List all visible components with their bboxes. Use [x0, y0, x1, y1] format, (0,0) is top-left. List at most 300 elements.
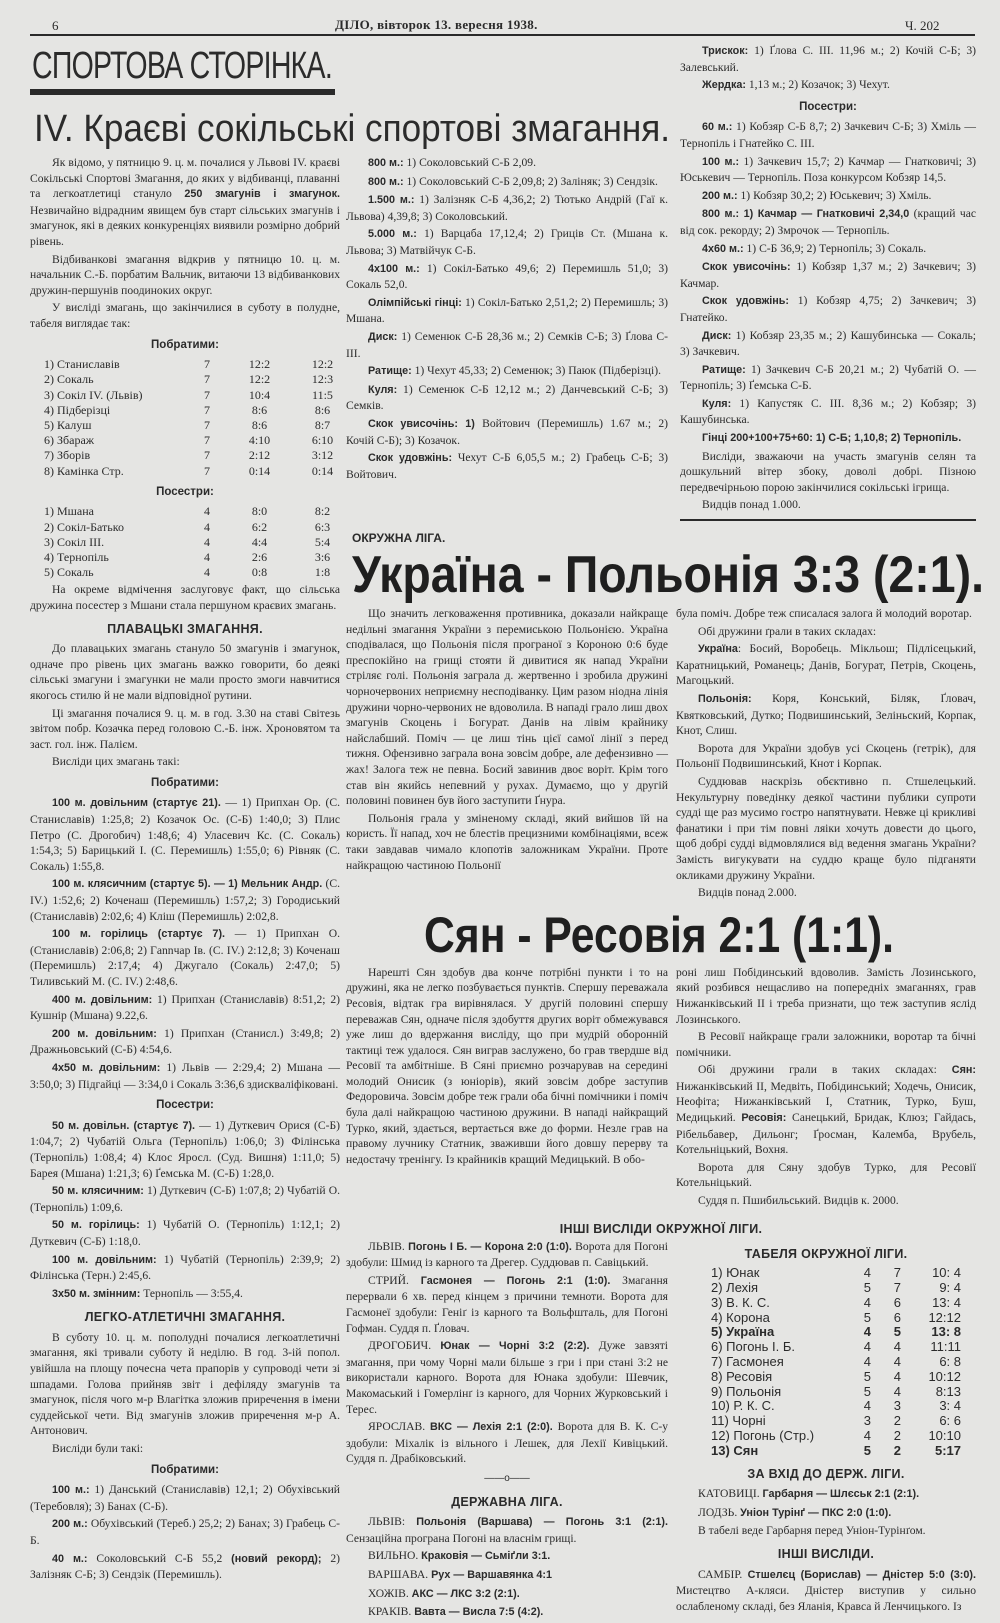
text-run: ЛОДЗЬ. [698, 1505, 741, 1519]
paragraph [676, 1505, 976, 1522]
text-run: ВИЛЬНО. [368, 1549, 422, 1563]
league-goals: 9: 4 [939, 1280, 961, 1296]
text-run: В суботу 10. ц. м. пополудні почалися легкоатлетичні змагання, які тривали суботу й неділю. В год. 3-ій попол. увійшла на площу почесна чета прапорів у супроводі чети зі шпадами. Голова прийняв звіт і дефіляду змагунів та змагунок, після чого м-р Влагітка зложив приречення в імени суддейської чети. Від змагунів зложив приречення м-р А. Антонович. [30, 1330, 340, 1438]
text-run: Нижанківський ІІ, Медвіть, Побідинський; Ходечь, Онисик, Неофіта; Нижанківський І, Статник, Турко, Буш, Медицький. [676, 1079, 976, 1125]
text-run: була поміч. Добре теж списалася залога й молодий воротар. [676, 607, 972, 621]
text-run: 1) Ґлова С. ІІІ. 11,96 м.; 2) Кочій С-Б; 3) Залевський. [680, 44, 976, 74]
table-row [40, 433, 354, 448]
table-row [40, 464, 354, 479]
text-run: Висліди були такі: [52, 1442, 144, 1456]
table-cell: 4 [204, 504, 210, 519]
text-run: 1) Чубатій О. (Тернопіль) 1:12,1; 2) Дуткевич (С-Б) 1:18,0. [30, 1218, 340, 1248]
subheading: Посестри: [799, 100, 857, 113]
paragraph [676, 1193, 976, 1209]
table-cell: 7 [204, 433, 210, 448]
table-cell: 8:6 [314, 402, 331, 417]
paragraph [30, 1183, 340, 1215]
paragraph [346, 965, 668, 1168]
subheading: Посестри: [156, 1099, 214, 1112]
bold-lead: 4x100 м.: [368, 262, 420, 275]
bold-lead: Сян: [951, 1064, 976, 1077]
text-run: 1) Данський (Станиславів) 12,1; 2) Обухівський (Теребовля); 3) Банах (С-Б). [30, 1483, 340, 1513]
text-run: Ворота для Сяну здобув Турко, для Ресовії Котельніцький. [676, 1160, 976, 1190]
league-games: 4 [863, 1427, 871, 1443]
paragraph [680, 449, 976, 496]
bold-lead: 3x50 м. змінним: [52, 1287, 141, 1300]
paragraph [346, 329, 668, 361]
text-run: 1) Кобзяр 30,2; 2) Юськевич; 3) Хміль. [737, 188, 932, 202]
text-run: У висліді змагань, що закінчилися в суботу в полудне, табеля виглядає так: [30, 301, 340, 330]
text-run: : Босий, Воробець. Мікльош; Підлісецький, Каратницький, Романець; Данів, Богурат, Петрів, Скоцень, Магоцький. [676, 642, 976, 688]
paragraph [30, 992, 340, 1024]
bold-lead: Скок удовжінь: [368, 452, 453, 465]
bold-lead: 250 змагунів і змагунок. [184, 188, 340, 201]
bold-lead: 200 м.: [702, 189, 738, 202]
paragraph [30, 876, 340, 924]
text-run: Незвичайно відрадним явищем був старт сільських змагунів і змагунок, які в деяких конкуренціях виявили розмірно добрий рівень. [30, 203, 340, 248]
text-run: ЛЬВІВ. [368, 1239, 409, 1253]
text-run: На окреме відмічення заслуговує факт, що сільська дружина посестер з Мшани стала першуном краєвих змагань. [30, 583, 340, 612]
bold-lead: Погонь І Б. — Корона 2:0 (1:0). [408, 1240, 572, 1253]
league-team: 5) Україна [711, 1324, 775, 1340]
bold-lead: Скок увисочінь: [702, 261, 791, 274]
text-run: СТРИЙ. [368, 1273, 421, 1287]
paragraph [346, 261, 668, 293]
paragraph [676, 885, 976, 901]
league-goals: 10:10 [928, 1427, 961, 1443]
table-cell: 1:8 [314, 565, 331, 580]
table-cell: 7 [204, 417, 210, 432]
paragraph [676, 741, 976, 772]
league-goals: 6: 6 [939, 1413, 961, 1429]
league-goals: 13: 4 [932, 1294, 961, 1310]
league-games: 3 [863, 1413, 871, 1429]
table-cell: 3) Сокіл IV. (Львів) [44, 387, 143, 402]
table-cell: 1) Мшана [44, 504, 94, 519]
text-run: 1) Соколовський С-Б 2,09,8; 2) Заліняк; 3) Сендзік. [403, 174, 658, 188]
text-run: 1,13 м.; 2) Козачок; 3) Чехут. [745, 78, 890, 92]
table-cell: 8:0 [251, 504, 268, 519]
standings-table [40, 357, 354, 479]
table-row [40, 448, 354, 463]
paragraph [346, 450, 668, 482]
league-points: 7 [893, 1265, 901, 1281]
text-run: — 1) Дуткевич Орися (С-Б) 1:04,7; 2) Чубатій Ольга (Тернопіль) 1:06,0; 3) Філінська (Тернопіль) 1:08,4; 4) Клос Яросл. (Суд. Вишня) 1:11,0; 5) Барея (Мшана) 1:21,3; 6) Ґемська М. (С-Б) 1:28,0. [30, 1118, 340, 1180]
league-games: 4 [863, 1354, 871, 1369]
table-row [40, 357, 354, 372]
text-run: В табелі веде Гарбарня перед Уніон-Турінґом. [698, 1524, 926, 1538]
table-cell: 12:3 [311, 372, 334, 387]
table-row [40, 403, 354, 418]
bold-lead: 100 м. горілиць (стартує 7). [52, 928, 226, 941]
bold-lead: Україна [698, 643, 738, 656]
paragraph [676, 1062, 976, 1158]
bold-lead: 1.500 м.: [368, 194, 415, 207]
bold-lead: 800 м.: [368, 157, 404, 169]
league-table-row [706, 1399, 966, 1414]
paragraph [676, 1523, 976, 1539]
table-cell: 5) Сокаль [44, 565, 94, 580]
paragraph [346, 1514, 668, 1546]
text-run: Ворота для В. К. С-у здобули: Міхалік із вільного і Лешек, для Лехії Кивіцький. Суддя п. Драбіковський. [346, 1420, 669, 1466]
bold-lead: Трискок: [702, 45, 749, 57]
paragraph [30, 1217, 340, 1249]
table-cell: 7) Зборів [44, 448, 91, 463]
paragraph [30, 1060, 340, 1092]
bold-lead: Скок удовжінь: [702, 295, 789, 308]
separator: ——o—— [484, 1472, 530, 1484]
league-table-row [706, 1444, 966, 1459]
text-run: 1) Соколовський С-Б 2,09. [403, 156, 536, 169]
right-column-bottom [676, 1467, 976, 1615]
league-team: 11) Чорні [711, 1413, 766, 1429]
bold-lead: Куля: [368, 383, 398, 396]
text-run: 1) Чехут 45,33; 2) Семенюк; 3) Паюк (Підберізці). [411, 364, 661, 378]
bold-lead: Уніон Турінґ — ПКС 2:0 (1:0). [740, 1506, 892, 1519]
league-table-row [706, 1385, 966, 1400]
league-table-row [706, 1266, 966, 1281]
bold-lead: Гінці 200+100+75+60: 1) С-Б; 1,10,8; 2) Тернопіль. [702, 432, 962, 445]
bold-lead: Гарбарня — Шлєськ 2:1 (2:1). [762, 1488, 920, 1501]
paragraph [30, 1330, 340, 1439]
table-cell: 4 [204, 534, 210, 549]
league-points: 5 [893, 1324, 901, 1340]
text-run: 2) Залізняк С-Б; 3) Сендзік (Перемишль). [30, 1551, 340, 1582]
paragraph [30, 706, 340, 753]
paragraph [346, 155, 668, 172]
league-goals: 8:13 [935, 1383, 961, 1399]
text-run: Висліди цих змагань такі: [52, 755, 180, 769]
league-table [706, 1266, 966, 1458]
subheading: ДЕРЖАВНА ЛІГА. [451, 1494, 563, 1509]
paragraph [676, 1567, 976, 1615]
paragraph [30, 582, 340, 613]
text-run: Що значить легковаження противника, доказали найкраще недільні змагання України з перемиською Польонією. Україна сподівалася, що Польонія після програної з Короною 0:6 буде преспокійно на грищі стояти й дивитися як напад України стріляє голі. Польонія заграла д. жертвенно і зробила дружині чорночервоних неприємну несподіванку. Цим разом ніодна лінія дружини чорно-червоних не вдоволила. В нападі грало лиш двох змагунів Скоцень і Богурат. Данів на лівім крайнику найслабший. Поміч — це лиш тінь цієї самої лінії з перед тижня. Офензивно заграла вона зовсім добре, але дефензивно — жах! Залога теж не певна. Босий завинив двоє воріт. Крім того став він якийсь непевний у рухах. Думаємо, що у другій половині повинен був його заступити Ґнура. [346, 607, 668, 808]
paragraph [680, 259, 976, 291]
bold-lead: Диск: [368, 330, 398, 343]
bold-lead: 100 м.: [702, 155, 740, 168]
paragraph [346, 1338, 668, 1417]
league-team: 1) Юнак [711, 1265, 760, 1281]
league-goals: 10: 4 [932, 1265, 961, 1281]
table-row [40, 372, 354, 387]
bold-lead: Жердка: [702, 79, 746, 92]
paragraph [346, 606, 668, 809]
bold-lead: Ресовія: [741, 1112, 787, 1125]
table-cell: 12:2 [248, 357, 271, 372]
text-run: ХОЖІВ. [368, 1586, 412, 1600]
syan-article-right [676, 965, 976, 1211]
bold-lead: 800 м.: [368, 175, 404, 188]
paragraph [676, 624, 976, 640]
paragraph [346, 416, 668, 448]
league-points: 6 [893, 1309, 901, 1325]
table-cell: 7 [204, 387, 210, 402]
table-row [40, 504, 354, 519]
league-points: 2 [893, 1413, 901, 1429]
league-team: 2) Лехія [711, 1280, 759, 1296]
table-cell: 8:6 [251, 402, 268, 417]
table-cell: 7 [204, 357, 210, 372]
subheading: Побратими: [151, 338, 219, 351]
league-points: 2 [893, 1427, 901, 1443]
paragraph [680, 43, 976, 75]
paragraph [346, 1567, 668, 1584]
section-title: СПОРТОВА СТОРІНКА. [32, 45, 332, 87]
text-run: Висліди, зважаючи на участь змагунів селян та дошкульний вітер збоку, доволі добрі. Пізною передвечірньою порою закінчилися сокільські ігрища. [680, 449, 976, 494]
league-games: 5 [863, 1368, 871, 1384]
league-goals: 6: 8 [939, 1354, 961, 1369]
paragraph [346, 1586, 668, 1603]
text-run: ЛЬВІВ: [368, 1515, 417, 1529]
bold-lead: Рух — Варшавянка 4:1 [431, 1568, 552, 1581]
paragraph [346, 1419, 668, 1467]
league-goals: 13: 8 [931, 1324, 961, 1340]
text-run: ЯРОСЛАВ. [368, 1420, 430, 1434]
league-table-row [706, 1429, 966, 1444]
paragraph [346, 1604, 668, 1621]
header-rule [30, 34, 975, 36]
table-cell: 6:2 [251, 519, 268, 534]
text-run: Дуже завзяті змагання, при чому Чорні мали більше з гри і при стані 3:2 не використали карного. Ворота для Юнака здобули: Шевчик, Макомаський і Гомерлінґ із карного, для Чорних Журковський і Терес. [346, 1339, 668, 1416]
paragraph [680, 188, 976, 205]
paragraph [680, 77, 976, 94]
league-table-row [706, 1311, 966, 1326]
bold-lead: 100 м.: [52, 1484, 90, 1497]
text-run: (С. IV.) 1:52,6; 2) Коченаш (Перемишль) 1:57,2; 3) Городиський (Станиславів) 2:02,6; 4) Кліш (Перемишль) 2:02,8. [30, 877, 340, 923]
league-team: 8) Ресовія [711, 1368, 773, 1384]
league-games: 4 [863, 1398, 871, 1414]
paragraph [676, 1029, 976, 1060]
text-run: Обі дружини ґрали в таких складах: [698, 624, 877, 638]
paragraph [680, 154, 976, 186]
bold-lead: АКС — ЛКС 3:2 (2:1). [411, 1587, 520, 1600]
text-run: Коря, Конський, Біляк, Ґловач, Квятковський, Дутко; Подвишинський, Зеліньский, Корпак, Кнот, Слиш. [676, 692, 976, 738]
paragraph [680, 430, 976, 447]
bold-lead: ВКС — Лехія 2:1 (2:0). [430, 1421, 553, 1434]
syan-article-left [346, 965, 668, 1170]
table-cell: 2) Сокаль [44, 372, 94, 387]
league-points: 4 [893, 1354, 901, 1369]
text-run: Суддя п. Пшибильський. Видців к. 2000. [698, 1194, 899, 1208]
paragraph [30, 1026, 340, 1058]
subheading: Побратими: [151, 1463, 219, 1476]
bold-lead: Олімпійські гінці: [368, 296, 462, 309]
table-cell: 10:4 [248, 387, 271, 402]
bold-lead: 200 м.: [52, 1518, 88, 1531]
bold-lead: Вавта — Висла 7:5 (4:2). [414, 1606, 544, 1619]
text-run: Суддював наскрізь обєктивно п. Стшелецький. Некультурну поведінку деякої частини публики супроти судді ще раз мусимо гостро напятнувати. Невже ці крикливі фанатики і при тім повні ляіки хочуть довести до цього, щоб добрі судді відмовлялися від ведення змагань України? Замість вигукувати на суддю краще було підганяти окликами дружину України. [676, 774, 976, 882]
bold-lead: Юнак — Чорні 3:2 (2:2). [440, 1340, 590, 1353]
bold-lead: Стшелєц (Борислав) — Дністер 5:0 (3:0). [747, 1568, 976, 1581]
syan-row [346, 965, 976, 1211]
text-run: 1) Припхан (Станисл.) 3:49,8; 2) Дражньовський (С-Б) 4:54,6. [30, 1026, 340, 1057]
league-team: 6) Погонь І. Б. [711, 1339, 795, 1355]
league-table-title: ТАБЕЛЯ ОКРУЖНОЇ ЛІГИ. [744, 1246, 908, 1261]
district-league-label: ОКРУЖНА ЛІГА. [352, 531, 446, 546]
text-run: — 1) Припхан О. (Станиславів) 2:06,8; 2) Гannчар Ів. (С. IV.) 2:12,8; 3) Коченаш (Перемишль) 2:17,4; 4) Джугало (Сокаль) 2:47,0; 5) Тиливський М. (С. IV.) 2:48,6. [30, 927, 340, 989]
bold-lead: 5.000 м.: [368, 228, 417, 241]
paragraph [676, 774, 976, 883]
paragraph [30, 300, 340, 331]
table-cell: 12:2 [311, 357, 334, 372]
paragraph [676, 641, 976, 689]
league-points: 4 [893, 1368, 901, 1384]
paragraph [680, 497, 976, 513]
league-games: 4 [863, 1265, 871, 1281]
bold-lead: (новий рекорд); [231, 1552, 322, 1565]
league-table-row [706, 1414, 966, 1429]
text-run: КАТОВИЦІ. [698, 1487, 763, 1501]
table-cell: 3:6 [314, 549, 331, 564]
text-run: 1) Капустяк С. ІІІ. 8,36 м.; 2) Кобзяр; 3) Кашубинська. [680, 396, 976, 427]
paragraph [346, 1548, 668, 1565]
text-run: Нарешті Сян здобув два конче потрібні пункти і то на дружині, яка не легко позбувається пунктів. Спершу переважала Ресовія, відтак гра вирівнялася. У другій половині спершу переважав Сян, одначе після здобуття других воріт обмежувався уже лиш до вдержання висліду, що при мудрій оборонній тактиці теж удалося. Сян виграв заслужено, бо грав твердше від Ресовії та амбітніше. В Сяні приємно розчарував на середині молодий Онисик (з юніорів), який зовсім добре заступив Федоровича. Зовсім добре теж грали оба бічні помічники і поміч була далі найкращою частиною дружини. В нападі найкращий Турко, який, здається, вертається вже до форми. Незле грав на правому лучнику Статник, зваживши його довшу перерву та недостачу тренінгу. Із крайників кращий Медицький. В обо- [346, 965, 668, 1166]
bold-lead: Скок увисочінь: 1) [368, 417, 475, 430]
text-run: 1) Кобзяр 1,37 м.; 2) Зачкевич; 3) Качмар. [680, 260, 976, 290]
text-run: 1) С-Б 36,9; 2) Тернопіль; 3) Сокаль. [743, 241, 927, 255]
paragraph [346, 363, 668, 380]
text-run: 1) Сокіл-Батько 49,6; 2) Перемишль 51,0; 3) Сокаль 52,0. [346, 261, 668, 292]
table-cell: 1) Станиславів [44, 357, 120, 372]
table-row [40, 535, 354, 550]
subheading: ІНШІ ВИСЛІДИ. [777, 1546, 875, 1561]
paragraph [346, 382, 668, 414]
right-column-top-wrap [680, 43, 976, 521]
text-run: (кращий час від сок. рекорду; 2) Змрочок — Тернопіль. [680, 207, 976, 237]
table-cell: 4:4 [251, 534, 268, 549]
text-run: Як відомо, у пятницю 9. ц. м. почалися у Львові IV. краєві Сокільські Спортові Змагання, до яких у відбиванці, плаванні та легкоатлетиці стануло [30, 156, 340, 201]
text-run: Видців понад 2.000. [698, 886, 797, 900]
paragraph [30, 926, 340, 989]
league-team: 10) Р. К. С. [711, 1398, 775, 1414]
paragraph [680, 362, 976, 394]
paragraph [680, 396, 976, 428]
other-results-column [346, 1239, 668, 1623]
league-goals: 10:12 [928, 1368, 961, 1384]
text-run: Ці змагання почалися 9. ц. м. в год. 3.30 на ставі Світезь звітом побр. Козачка перед головою С.-Б. інж. Хроновятом та заст. гол. інж. Палієм. [30, 706, 340, 751]
bold-lead: Диск: [702, 329, 732, 342]
text-run: Сензаційна програна Погоні на власнім грищі. [346, 1531, 577, 1545]
headline-syan-wrap [346, 907, 976, 963]
league-points: 6 [893, 1294, 901, 1310]
ukraina-article-right [676, 606, 976, 903]
other-results-title: ІНШІ ВИСЛІДИ ОКРУЖНОЇ ЛІГИ. [559, 1221, 763, 1236]
table-cell: 3:12 [311, 448, 334, 463]
text-run: 1) Кобзяр С-Б 8,7; 2) Зачкевич С-Б; 3) Хміль — Тернопіль і Гнатейко С. ІІІ. [680, 120, 977, 150]
league-points: 2 [893, 1442, 901, 1458]
text-run: 1) Залізняк С-Б 4,36,2; 2) Тютько Андрій (Гаї к. Львова) 4,39,8; 3) Соколовський. [346, 193, 668, 223]
bold-lead: 4x50 м. довільним: [52, 1061, 161, 1074]
bold-lead: 100 м. довільним (стартує 21). [52, 797, 221, 810]
ukraina-article-left [346, 606, 668, 875]
league-team: 3) В. К. С. [711, 1294, 770, 1310]
subheading: ЗА ВХІД ДО ДЕРЖ. ЛІГИ. [747, 1466, 905, 1481]
league-points: 4 [893, 1339, 901, 1355]
right-column-rule [680, 519, 976, 521]
paragraph [30, 754, 340, 770]
paragraph [30, 1551, 340, 1583]
paragraph [30, 1482, 340, 1514]
paragraph [30, 1286, 340, 1303]
table-cell: 11:5 [312, 387, 333, 402]
table-row [40, 565, 354, 580]
bold-lead: 60 м.: [702, 121, 733, 134]
league-goals: 5:17 [934, 1442, 961, 1458]
table-cell: 7 [204, 402, 210, 417]
table-cell: 5) Калуш [44, 417, 92, 432]
paragraph [30, 155, 340, 250]
table-cell: 4 [204, 549, 210, 564]
text-run: Тернопіль — 3:55,4. [140, 1286, 243, 1300]
text-run: роні лиш Побідинський вдоволив. Замість Лозинського, який розбився нещасливо на попередніх змаганнях, грав Нижанківський ІІ і треба признати, що теж заступив яслід Лозинського. [676, 965, 976, 1026]
bold-lead: 100 м. довільним: [52, 1253, 157, 1266]
bold-lead: 50 м. клясичним: [52, 1185, 144, 1198]
subheading: Побратими: [151, 776, 219, 789]
table-row [40, 388, 354, 403]
text-run: 1) Кобзяр 23,35 м.; 2) Кашубинська — Сокаль; 3) Зачкевич. [680, 328, 976, 359]
bold-lead: 200 м. довільним: [52, 1027, 157, 1040]
table-cell: 4:10 [248, 433, 271, 448]
paragraph [346, 811, 668, 873]
league-goals: 11:11 [930, 1339, 961, 1355]
section-title-bar [30, 89, 335, 95]
bold-lead: Польонія: [698, 693, 752, 705]
league-points: 3 [893, 1398, 901, 1414]
text-run: 1) Семенюк С-Б 12,12 м.; 2) Данчевський С-Б; 3) Семків. [346, 382, 668, 413]
issue-number: Ч. 202 [905, 18, 940, 33]
league-team: 9) Польонія [711, 1383, 782, 1399]
table-cell: 6:3 [314, 519, 331, 534]
headline-ukraina-wrap [346, 546, 984, 605]
text-run: 1) Сокіл-Батько 2,51,2; 2) Перемишль; 3) Мшана. [346, 295, 668, 326]
paragraph [30, 1252, 340, 1284]
text-run: Обі дружини грали в таких складах: [698, 1063, 952, 1077]
table-cell: 8:2 [314, 504, 331, 519]
league-team: 7) Гасмонея [711, 1354, 784, 1369]
masthead: ДІЛО, вівторок 13. вересня 1938. [335, 17, 538, 32]
table-cell: 2) Сокіл-Батько [44, 519, 124, 534]
text-run: В Ресовії найкраще грали заложники, воротар та бічні помічники. [676, 1030, 976, 1059]
text-run: 1) Варцаба 17,12,4; 2) Гриців Ст. (Мшана к. Львова; 3) Матвійчук С-Б. [346, 227, 668, 257]
bold-lead: 50 м. довільн. (стартує 7). [52, 1119, 196, 1132]
paragraph [30, 1118, 340, 1181]
top-row [346, 43, 976, 521]
text-run: Мистецтво А-кляси. Дністер виступив у сильно ослабленому складі, без Яланія, Кравса й Ленчицького. Із [676, 1584, 976, 1613]
bold-lead: 4x60 м.: [702, 242, 744, 255]
text-run: Видців понад 1.000. [702, 498, 801, 512]
paragraph [346, 1273, 668, 1336]
bold-lead: 50 м. горілиць: [52, 1219, 140, 1232]
league-goals: 3: 4 [939, 1398, 961, 1414]
league-table-row [706, 1325, 966, 1340]
text-run: Польонія грала у зміненому складі, який вийшов їй на користь. Її напад, хоч не блестів прецизними комбінаціями, всеж таки завдавав чимало клопотів заложникам України. Проте найкращою частиною Польонії [346, 811, 668, 872]
table-cell: 0:8 [251, 565, 268, 580]
league-games: 4 [863, 1294, 871, 1310]
league-games: 4 [863, 1339, 871, 1355]
paragraph [346, 1239, 668, 1271]
text-run: Войтович (Перемишль) 1.67 м.; 2) Кочій С-Б); 3) Козачок. [346, 416, 668, 447]
league-table-row [706, 1281, 966, 1296]
league-team: 12) Погонь (Стр.) [711, 1427, 815, 1443]
text-run: Ворота для Погоні здобули: Шмид із карного та Дрегер. Суддював п. Савіцький. [346, 1239, 668, 1270]
text-run: 1) Семенюк С-Б 28,36 м.; 2) Семків С-Б; 3) Ґлова С-ІІІ. [346, 329, 668, 360]
league-games: 5 [863, 1442, 871, 1458]
text-run: 1) Львів — 2:29,4; 2) Мшана — 3:50,0; 3) Підгайці — 3:34,0 і Сокаль 3:36,6 здискваліфіковані. [30, 1060, 341, 1091]
text-run: Ворота для України здобув усі Скоцень (гетрік), для Польонії Подвишинський, Кнот і Корпак. [676, 741, 976, 771]
table-cell: 6:10 [311, 433, 334, 448]
league-table-row [706, 1340, 966, 1355]
